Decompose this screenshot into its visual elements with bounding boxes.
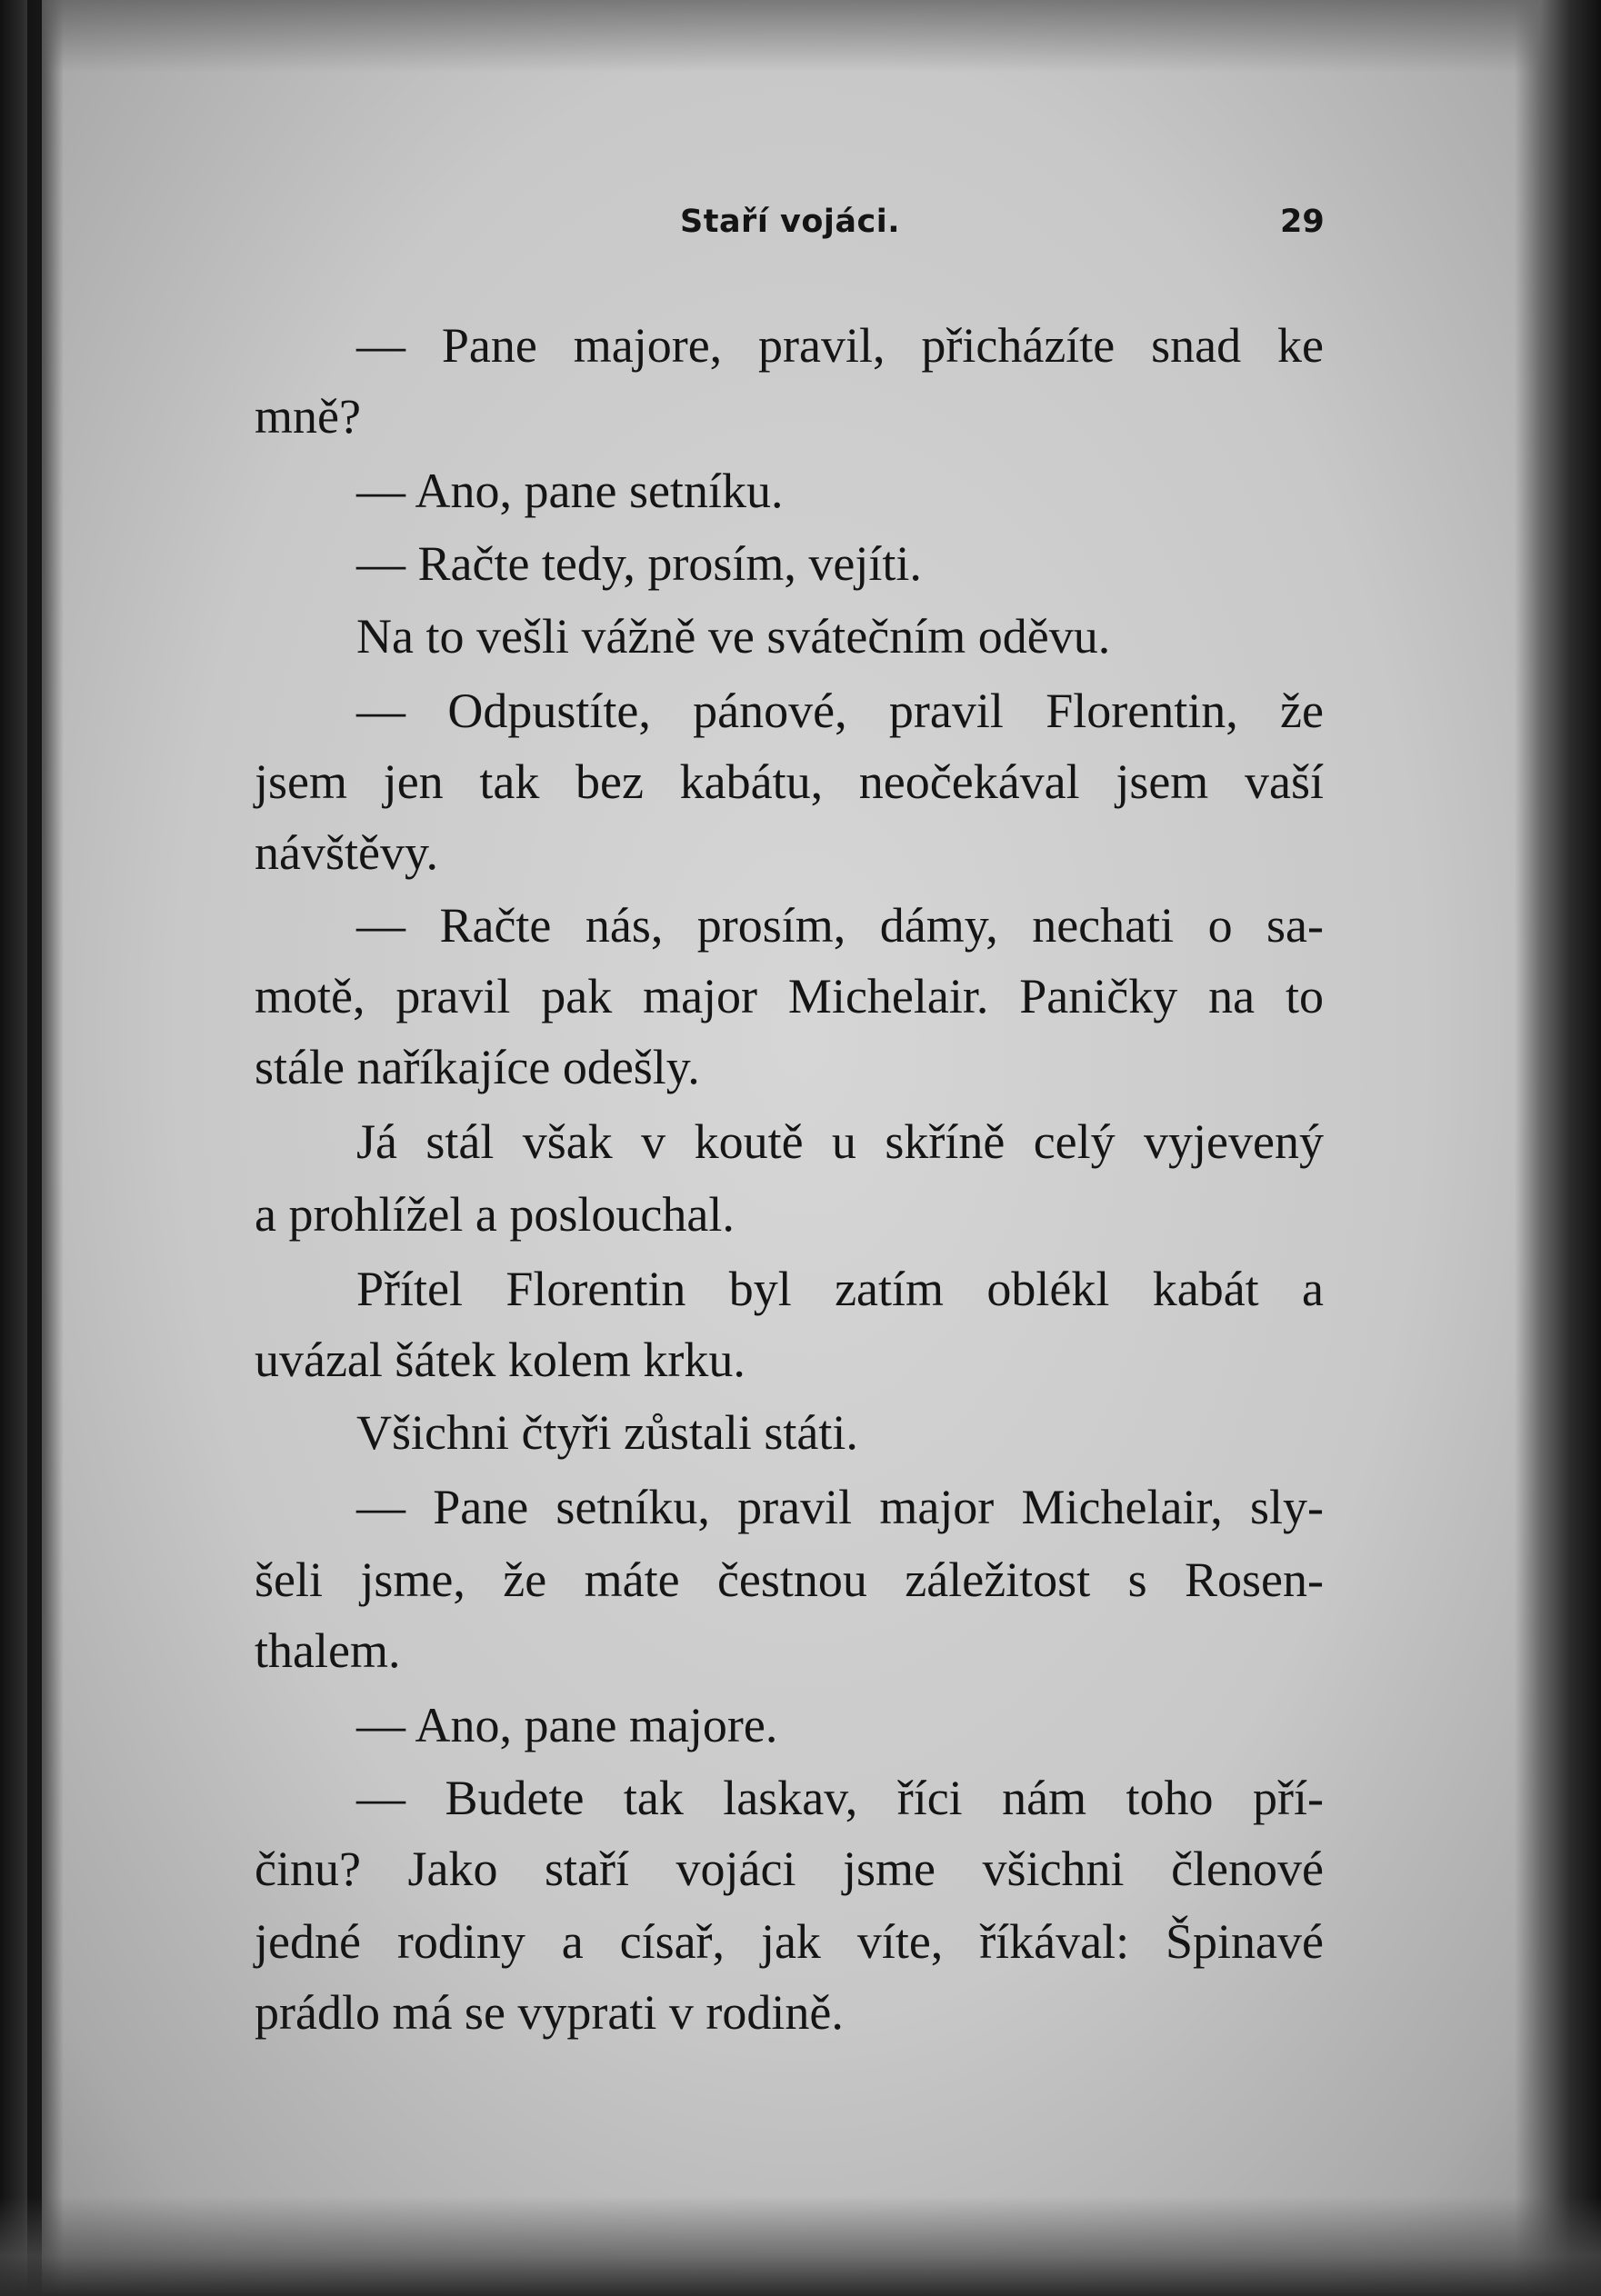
text-line: šeli jsme, že máte čestnou záležitost s Rosen-: [255, 1552, 1324, 1607]
text-line: — Pane majore, pravil, přicházíte snad ke: [356, 318, 1324, 373]
text-line: Všichni čtyři zůstali státi.: [356, 1405, 858, 1460]
text-line: motě, pravil pak major Michelair. Paničky na to: [255, 969, 1324, 1023]
text-line: — Račte tedy, prosím, vejíti.: [356, 536, 922, 591]
text-line: — Budete tak laskav, říci nám toho pří-: [356, 1771, 1324, 1825]
text-line: jedné rodiny a císař, jak víte, říkával: Špinavé: [255, 1914, 1324, 1969]
scan-bottom-shadow: [0, 2196, 1601, 2296]
text-line: návštěvy.: [255, 825, 438, 880]
running-title: Staří vojáci.: [680, 204, 901, 240]
text-line: jsem jen tak bez kabátu, neočekával jsem vaší: [255, 754, 1324, 809]
text-line: stále naříkajíce odešly.: [255, 1040, 700, 1094]
text-line: Na to vešli vážně ve svátečním oděvu.: [356, 609, 1111, 664]
text-line: prádlo má se vyprati v rodině.: [255, 1985, 844, 2040]
scan-right-shadow: [1515, 0, 1601, 2296]
book-gutter-edge: [27, 0, 42, 2296]
text-line: — Ano, pane majore.: [356, 1698, 778, 1752]
scan-top-shadow: [0, 0, 1601, 73]
text-line: činu? Jako staří vojáci jsme všichni členové: [255, 1842, 1324, 1896]
text-line: a prohlížel a poslouchal.: [255, 1187, 735, 1242]
text-line: uvázal šátek kolem krku.: [255, 1333, 745, 1387]
text-line: — Ano, pane setníku.: [356, 464, 784, 518]
text-line: — Račte nás, prosím, dámy, nechati o sa-: [356, 898, 1324, 953]
page-number: 29: [1280, 204, 1325, 240]
text-line: — Pane setníku, pravil major Michelair, sly-: [356, 1480, 1324, 1534]
text-line: — Odpustíte, pánové, pravil Florentin, že: [356, 684, 1324, 738]
text-line: thalem.: [255, 1623, 401, 1678]
text-line: mně?: [255, 389, 361, 444]
text-line: Přítel Florentin byl zatím oblékl kabát a: [356, 1262, 1324, 1316]
text-line: Já stál však v koutě u skříně celý vyjevený: [356, 1114, 1324, 1169]
